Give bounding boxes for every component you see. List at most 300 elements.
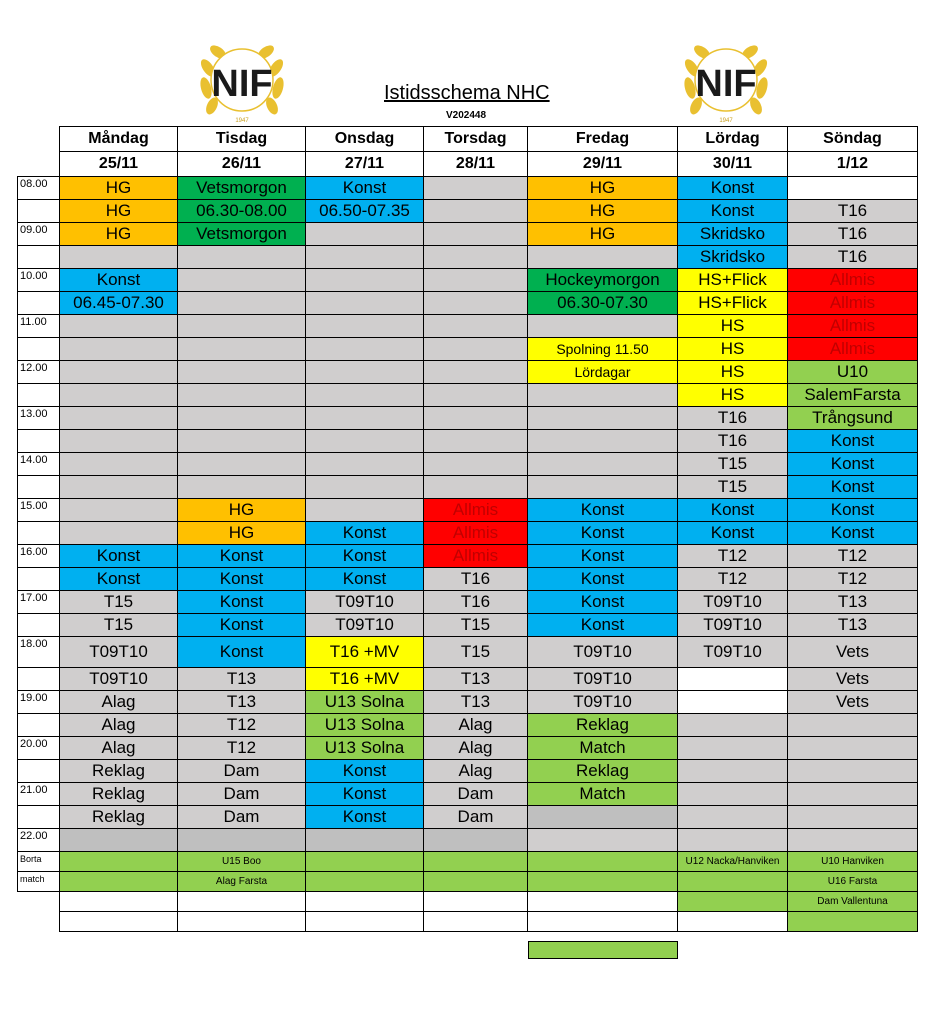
away-cell: U12 Nacka/Hanviken (678, 852, 788, 872)
corner-cell (18, 127, 60, 152)
schedule-cell: Konst (528, 522, 678, 545)
logo-year: 1947 (235, 118, 249, 124)
schedule-cell: Hockeymorgon (528, 269, 678, 292)
schedule-cell: Skridsko (678, 246, 788, 269)
schedule-cell: Konst (178, 637, 306, 668)
schedule-cell: Konst (678, 499, 788, 522)
day-date: 26/11 (178, 152, 306, 177)
schedule-cell (178, 829, 306, 852)
schedule-cell: Konst (528, 545, 678, 568)
schedule-cell: T12 (678, 568, 788, 591)
schedule-cell: Dam (424, 783, 528, 806)
time-label (18, 338, 60, 361)
away-cell (678, 912, 788, 932)
schedule-cell (528, 806, 678, 829)
schedule-row (18, 691, 918, 714)
schedule-cell: T12 (178, 714, 306, 737)
away-cell (60, 872, 178, 892)
time-label: 17.00 (18, 591, 60, 614)
schedule-cell: Konst (788, 476, 918, 499)
schedule-cell: Reklag (528, 760, 678, 783)
schedule-cell: Konst (60, 568, 178, 591)
day-name: Måndag (60, 127, 178, 152)
schedule-cell: Lördagar (528, 361, 678, 384)
away-cell (60, 892, 178, 912)
logo-text: NIF (695, 63, 757, 105)
schedule-row (18, 177, 918, 200)
schedule-cell: Allmis (788, 269, 918, 292)
schedule-cell: T09T10 (678, 614, 788, 637)
time-label (18, 292, 60, 315)
schedule-row (18, 783, 918, 806)
schedule-cell: Konst (678, 522, 788, 545)
schedule-row (18, 637, 918, 668)
schedule-cell (424, 246, 528, 269)
schedule-cell (424, 292, 528, 315)
schedule-cell: HG (178, 499, 306, 522)
schedule-cell: Konst (528, 568, 678, 591)
schedule-row (18, 338, 918, 361)
away-cell (424, 892, 528, 912)
schedule-cell (60, 384, 178, 407)
schedule-cell: Skridsko (678, 223, 788, 246)
time-label (18, 760, 60, 783)
schedule-cell: HG (528, 200, 678, 223)
schedule-cell: T16 (788, 246, 918, 269)
away-cell: U10 Hanviken (788, 852, 918, 872)
schedule-cell: HG (60, 223, 178, 246)
schedule-cell (678, 714, 788, 737)
away-row (18, 892, 918, 912)
schedule-row (18, 269, 918, 292)
day-name: Fredag (528, 127, 678, 152)
version-label: V202448 (446, 110, 487, 121)
schedule-row (18, 545, 918, 568)
schedule-cell (60, 476, 178, 499)
schedule-cell: T13 (178, 691, 306, 714)
schedule-cell: Reklag (60, 783, 178, 806)
nif-logo-right (676, 38, 776, 128)
away-cell (788, 912, 918, 932)
away-cell (528, 852, 678, 872)
schedule-cell: Allmis (788, 315, 918, 338)
empty-cell (18, 892, 60, 912)
schedule-cell: 06.30-08.00 (178, 200, 306, 223)
schedule-cell: Allmis (424, 499, 528, 522)
schedule-cell (178, 246, 306, 269)
time-label (18, 476, 60, 499)
away-label: Borta (18, 852, 60, 872)
schedule-cell: Vetsmorgon (178, 223, 306, 246)
schedule-cell: Trångsund (788, 407, 918, 430)
schedule-cell (60, 829, 178, 852)
time-label (18, 200, 60, 223)
day-date: 27/11 (306, 152, 424, 177)
schedule-cell: HS (678, 384, 788, 407)
day-name: Lördag (678, 127, 788, 152)
schedule-row (18, 568, 918, 591)
time-label (18, 246, 60, 269)
schedule-cell: T16 (788, 200, 918, 223)
schedule-cell: T09T10 (60, 668, 178, 691)
schedule-cell (306, 476, 424, 499)
schedule-row (18, 714, 918, 737)
schedule-cell (788, 177, 918, 200)
time-label: 19.00 (18, 691, 60, 714)
schedule-cell: Konst (178, 545, 306, 568)
schedule-cell (306, 499, 424, 522)
time-label: 13.00 (18, 407, 60, 430)
schedule-cell (424, 177, 528, 200)
schedule-cell: Vets (788, 691, 918, 714)
schedule-row (18, 806, 918, 829)
schedule-cell: HS+Flick (678, 292, 788, 315)
schedule-cell: Konst (306, 783, 424, 806)
day-date: 30/11 (678, 152, 788, 177)
time-label: 16.00 (18, 545, 60, 568)
schedule-cell (788, 806, 918, 829)
schedule-row (18, 522, 918, 545)
schedule-cell: T09T10 (528, 637, 678, 668)
schedule-cell: T15 (424, 614, 528, 637)
schedule-row (18, 292, 918, 315)
schedule-cell: Konst (60, 269, 178, 292)
corner-cell (18, 152, 60, 177)
schedule-row (18, 668, 918, 691)
time-label (18, 384, 60, 407)
schedule-cell: Konst (306, 545, 424, 568)
away-cell (306, 892, 424, 912)
schedule-cell: Dam (424, 806, 528, 829)
schedule-cell: HS (678, 338, 788, 361)
schedule-cell (788, 829, 918, 852)
schedule-cell: U13 Solna (306, 714, 424, 737)
schedule-cell: Konst (528, 591, 678, 614)
day-name: Torsdag (424, 127, 528, 152)
away-cell (424, 912, 528, 932)
time-label (18, 714, 60, 737)
logo-text: NIF (211, 63, 273, 105)
schedule-cell (528, 476, 678, 499)
schedule-cell (178, 361, 306, 384)
schedule-cell: T09T10 (678, 637, 788, 668)
schedule-cell (306, 430, 424, 453)
ice-schedule-table (17, 126, 918, 932)
schedule-row (18, 499, 918, 522)
schedule-cell: Konst (788, 453, 918, 476)
schedule-cell: T12 (788, 545, 918, 568)
schedule-cell: Allmis (424, 522, 528, 545)
schedule-cell (528, 829, 678, 852)
schedule-cell: Allmis (788, 292, 918, 315)
schedule-cell: Dam (178, 760, 306, 783)
schedule-cell (678, 783, 788, 806)
away-cell (528, 872, 678, 892)
away-row (18, 852, 918, 872)
schedule-cell (306, 361, 424, 384)
away-cell (60, 852, 178, 872)
schedule-cell (306, 384, 424, 407)
time-label: 15.00 (18, 499, 60, 522)
schedule-row (18, 246, 918, 269)
away-cell (678, 892, 788, 912)
schedule-cell: U13 Solna (306, 691, 424, 714)
schedule-cell: Konst (306, 806, 424, 829)
schedule-cell: Alag (424, 714, 528, 737)
schedule-cell: T09T10 (306, 591, 424, 614)
schedule-cell: T15 (60, 614, 178, 637)
schedule-cell (306, 269, 424, 292)
schedule-cell (424, 384, 528, 407)
schedule-cell: T12 (678, 545, 788, 568)
time-label (18, 614, 60, 637)
schedule-cell (60, 407, 178, 430)
away-label: match (18, 872, 60, 892)
away-cell (424, 872, 528, 892)
day-date: 1/12 (788, 152, 918, 177)
schedule-row (18, 614, 918, 637)
schedule-cell: Dam (178, 783, 306, 806)
schedule-row (18, 476, 918, 499)
schedule-cell: Dam (178, 806, 306, 829)
schedule-cell: Match (528, 783, 678, 806)
empty-cell (18, 912, 60, 932)
schedule-cell: T13 (424, 668, 528, 691)
schedule-cell (306, 407, 424, 430)
schedule-cell: T13 (178, 668, 306, 691)
away-cell (306, 912, 424, 932)
time-label: 14.00 (18, 453, 60, 476)
schedule-cell: U10 (788, 361, 918, 384)
schedule-cell (306, 246, 424, 269)
time-label (18, 568, 60, 591)
schedule-cell: Vets (788, 668, 918, 691)
schedule-cell (60, 361, 178, 384)
schedule-cell (678, 668, 788, 691)
away-cell (178, 912, 306, 932)
away-cell (178, 892, 306, 912)
schedule-cell: T09T10 (528, 668, 678, 691)
schedule-cell: U13 Solna (306, 737, 424, 760)
away-cell (306, 872, 424, 892)
schedule-cell: Allmis (424, 545, 528, 568)
schedule-cell: Konst (306, 522, 424, 545)
schedule-cell: Reklag (60, 760, 178, 783)
schedule-cell (678, 691, 788, 714)
away-cell (678, 872, 788, 892)
schedule-cell (306, 829, 424, 852)
schedule-cell (178, 292, 306, 315)
schedule-row (18, 430, 918, 453)
schedule-cell (788, 760, 918, 783)
schedule-cell (528, 315, 678, 338)
schedule-cell: HS (678, 361, 788, 384)
schedule-cell (306, 315, 424, 338)
schedule-cell: T13 (424, 691, 528, 714)
schedule-cell: Konst (528, 499, 678, 522)
schedule-cell: Match (528, 737, 678, 760)
schedule-cell (528, 407, 678, 430)
schedule-cell: T15 (678, 476, 788, 499)
schedule-cell (528, 246, 678, 269)
schedule-cell: T09T10 (528, 691, 678, 714)
schedule-cell: T16 +MV (306, 668, 424, 691)
date-header-row (18, 152, 918, 177)
schedule-cell: HG (60, 177, 178, 200)
page-title: Istidsschema NHC (384, 82, 550, 104)
schedule-cell: Konst (788, 522, 918, 545)
schedule-cell (424, 407, 528, 430)
schedule-cell (424, 430, 528, 453)
away-row (18, 912, 918, 932)
schedule-cell: Konst (60, 545, 178, 568)
schedule-cell: SalemFarsta (788, 384, 918, 407)
schedule-cell: T16 (678, 430, 788, 453)
time-label (18, 430, 60, 453)
day-date: 29/11 (528, 152, 678, 177)
schedule-cell (528, 453, 678, 476)
schedule-cell: Allmis (788, 338, 918, 361)
schedule-cell: T09T10 (60, 637, 178, 668)
time-label: 10.00 (18, 269, 60, 292)
schedule-row (18, 407, 918, 430)
away-cell (528, 912, 678, 932)
schedule-cell: T15 (678, 453, 788, 476)
schedule-cell: Alag (424, 760, 528, 783)
schedule-cell (424, 200, 528, 223)
schedule-cell: Konst (178, 591, 306, 614)
schedule-cell: Alag (424, 737, 528, 760)
schedule-cell (60, 522, 178, 545)
schedule-cell (424, 315, 528, 338)
schedule-row (18, 223, 918, 246)
schedule-cell: Vetsmorgon (178, 177, 306, 200)
day-date: 28/11 (424, 152, 528, 177)
schedule-cell (60, 499, 178, 522)
away-cell (306, 852, 424, 872)
schedule-row (18, 737, 918, 760)
schedule-cell: T16 +MV (306, 637, 424, 668)
schedule-row (18, 384, 918, 407)
schedule-cell: 06.30-07.30 (528, 292, 678, 315)
schedule-cell (306, 338, 424, 361)
day-name: Onsdag (306, 127, 424, 152)
schedule-cell: Konst (178, 614, 306, 637)
schedule-cell: Alag (60, 691, 178, 714)
schedule-row (18, 361, 918, 384)
schedule-cell: T16 (678, 407, 788, 430)
schedule-cell: Konst (528, 614, 678, 637)
time-label (18, 522, 60, 545)
schedule-cell (424, 361, 528, 384)
schedule-cell (528, 384, 678, 407)
schedule-cell (60, 453, 178, 476)
schedule-cell: T16 (424, 568, 528, 591)
day-name: Tisdag (178, 127, 306, 152)
time-label: 12.00 (18, 361, 60, 384)
schedule-cell (178, 315, 306, 338)
away-cell: Dam Vallentuna (788, 892, 918, 912)
schedule-cell (178, 269, 306, 292)
time-label: 18.00 (18, 637, 60, 668)
schedule-row (18, 591, 918, 614)
schedule-cell: Konst (306, 760, 424, 783)
schedule-cell: T13 (788, 614, 918, 637)
schedule-row (18, 760, 918, 783)
schedule-cell: Alag (60, 714, 178, 737)
schedule-cell: HG (528, 177, 678, 200)
time-label: 08.00 (18, 177, 60, 200)
schedule-cell: Konst (178, 568, 306, 591)
schedule-cell (60, 246, 178, 269)
schedule-cell (178, 407, 306, 430)
schedule-row (18, 453, 918, 476)
schedule-cell (306, 453, 424, 476)
away-cell (60, 912, 178, 932)
schedule-cell (788, 737, 918, 760)
schedule-cell (178, 384, 306, 407)
schedule-cell (178, 453, 306, 476)
schedule-row (18, 315, 918, 338)
schedule-cell (306, 292, 424, 315)
schedule-cell (678, 806, 788, 829)
schedule-cell (424, 223, 528, 246)
schedule-cell (424, 829, 528, 852)
schedule-cell: Reklag (60, 806, 178, 829)
schedule-cell: HG (60, 200, 178, 223)
schedule-cell: HG (528, 223, 678, 246)
schedule-cell (178, 430, 306, 453)
away-cell: U15 Boo (178, 852, 306, 872)
schedule-cell: Konst (678, 200, 788, 223)
away-cell (528, 892, 678, 912)
time-label: 20.00 (18, 737, 60, 760)
schedule-cell: Konst (788, 499, 918, 522)
time-label: 09.00 (18, 223, 60, 246)
schedule-row (18, 200, 918, 223)
schedule-cell (306, 223, 424, 246)
schedule-cell (788, 783, 918, 806)
schedule-cell (424, 269, 528, 292)
day-header-row (18, 127, 918, 152)
extra-green-cell (528, 941, 678, 959)
schedule-cell: Reklag (528, 714, 678, 737)
schedule-cell (424, 338, 528, 361)
away-cell: Alag Farsta (178, 872, 306, 892)
time-label: 21.00 (18, 783, 60, 806)
time-label: 22.00 (18, 829, 60, 852)
schedule-cell: T09T10 (678, 591, 788, 614)
schedule-cell: T16 (424, 591, 528, 614)
day-date: 25/11 (60, 152, 178, 177)
schedule-cell (678, 829, 788, 852)
schedule-cell: Konst (306, 177, 424, 200)
schedule-cell: T13 (788, 591, 918, 614)
schedule-cell: 06.45-07.30 (60, 292, 178, 315)
schedule-cell: T09T10 (306, 614, 424, 637)
schedule-cell: Alag (60, 737, 178, 760)
schedule-cell: T16 (788, 223, 918, 246)
schedule-cell: T12 (178, 737, 306, 760)
schedule-cell (60, 430, 178, 453)
away-cell (424, 852, 528, 872)
schedule-row (18, 829, 918, 852)
nif-logo-left (192, 38, 292, 128)
schedule-cell: Vets (788, 637, 918, 668)
schedule-cell: T12 (788, 568, 918, 591)
schedule-cell: Spolning 11.50 (528, 338, 678, 361)
schedule-cell (678, 760, 788, 783)
